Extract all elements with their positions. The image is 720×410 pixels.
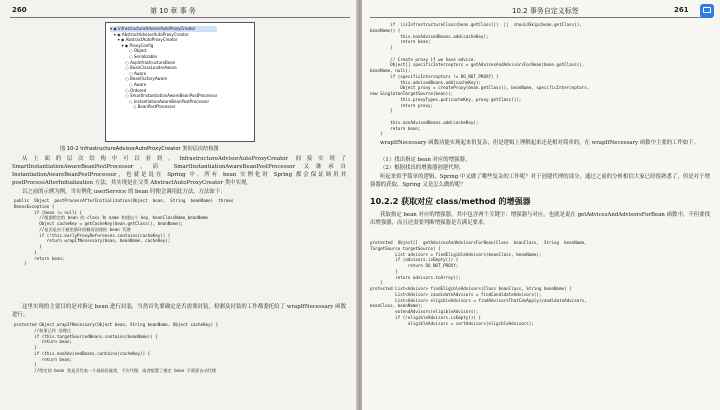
tree-node: ○ SmartInstantiationAwareBeanPostProcessor [110,93,218,99]
tree-node: ○ Aware [110,81,147,87]
tree-node: ○ InstantiationAwareBeanPostProcessor [110,98,210,104]
tree-node: ▾ ◉ ProxyConfig [110,42,154,48]
paragraph-3: 这里实现的主要目的是对指定 bean 进行封装，当然首先要确定是否需要封装，检测及封装的工作都委托给了 wrapIfNecessary 函数进行。 [12,304,346,318]
hierarchy-tree [110,26,217,110]
tree-node: ▾ ◉ AbstractAutoProxyCreator [110,37,178,43]
list-item-1: （1）找出指定 bean 对应的增强器。 [380,157,471,163]
tree-node: ○ AopInfrastructureBean [110,59,176,65]
paragraph-6: 获取指定 bean 对应的增强器，其中包含两个关键字：增强器与对应。也就是说在 getAdvicesAndAdvisorsForBean 函数中，不但要找出增强器，而且还需要判断增强器是否满足要求。 [370,212,710,226]
section-heading: 10.2.2 获取对应 class/method 的增强器 [370,197,531,206]
tree-node: ○ Serializable [110,53,157,59]
tree-node: ▾ ◉ AbstractAdvisorAutoProxyCreator [110,31,189,37]
header-rule [10,17,350,18]
class-hierarchy-figure [105,22,255,142]
tree-node: ○ Aware [110,70,147,76]
left-page [0,0,358,410]
paragraph-4: wrapIfNecessary 函数功能实现起来很复杂，但是逻辑上理解起来还是相对简单的，在 wrapIfNecessary 函数中主要的工作如下。 [380,140,700,146]
page-number-right: 261 [674,6,689,14]
tree-node: ○ Ordered [110,87,147,93]
tree-node: ○ Object [110,48,147,54]
reader-app-icon[interactable] [700,4,714,18]
paragraph-2: 以之前的示例为例，当实例化 userService 的 bean 时便会调用此方法，方法如下： [22,189,226,195]
tree-node: ○ BeanFactoryAware [110,76,168,82]
paragraph-1: 从上面的层次结构中可以看到，InfrastructureAdvisorAutoProxyCreator 间接实现了 SmartInstantiationAwareBeanPostProcessor，而 SmartInstantiationAwareBeanPostProcessor 又继承自 InstantiationAwareBeanPostProcessor，也就是说在 Spring 中，所有 bean 实例化时 Spring 都会保证调用其 postProcessAfterInitialization 方法，其实现是在父类 AbstractAutoProxyCreator 类中实现。 [12,156,346,186]
code-block-2: protected Object wrapIfNecessary(Object bean, String beanName, Object cacheKey) { //如果已经 处理过 if (this.targetSourcedBeans.contains(beanName)) { return bean; } if (this.nonAdvisedBeans.contains(cacheKey)) { return bean; } //给定的 bean 类是否代表一个基础设施类，不应代理，或者配置了指定 bean 不需要自动代理 [14,322,219,373]
figure-caption: 图 10-2 InfrastructureAdvisorAutoProxyCreator 类的层次结构图 [60,146,219,152]
tree-node: ○ BeanClassLoaderAware [110,65,177,71]
code-block-3: if (isInfrastructureClass(bean.getClass()) || shouldSkip(bean.getClass(), beanName)) { this.nonAdvisedBeans.add(cacheKey); return bean; } // Create proxy if we have advice. Object[] specificInterceptors = getAdvicesAndAdvisorsForBean(bean.getClass(), beanName, null); if (specificInterceptors != DO_NOT_PROXY) { this.advisedBeans.add(cacheKey); Object proxy = createProxy(bean.getClass(), beanName, specificInterceptors, new SingletonTargetSource(bean)); this.proxyTypes.put(cacheKey, proxy.getClass()); return proxy; } this.nonAdvisedBeans.add(cacheKey); return bean; } [370,22,590,137]
tree-node: ○ BeanPostProcessor [110,104,176,110]
window-icon [703,7,711,13]
right-page [362,0,720,410]
running-head: 10.2 事务自定义标签 [512,7,579,15]
code-block-1: public Object postProcessAfterInitialization(Object bean, String beanName) throws BeansException { if (bean != null) { //根据给定的 bean 的 class 和 name 构建出个 key，beanClassName_beanName Object cacheKey = getCacheKey(bean.getClass(), beanName); //是否是由于避免循环依赖而创建的 bean 代理 if (!this.earlyProxyReferences.contains(cacheKey)) { return wrapIfNecessary(bean, beanName, cacheKey); } } return bean; } [14,198,234,267]
chapter-heading: 第 10 章 事 务 [150,7,196,15]
code-block-4: protected Object[] getAdvicesAndAdvisorsForBean(Class beanClass, String beanName, TargetSource targetSource) { List advisors = findEligibleAdvisors(beanClass, beanName); if (advisors.isEmpty()) { return DO_NOT_PROXY; } return advisors.toArray(); } protected List<Advisor> findEligibleAdvisors(Class beanClass, String beanName) { List<Advisor> candidateAdvisors = findCandidateAdvisors(); List<Advisor> eligibleAdvisors = findAdvisorsThatCanApply(candidateAdvisors, beanClass, beanName); extendAdvisors(eligibleAdvisors); if (!eligibleAdvisors.isEmpty()) { eligibleAdvisors = sortAdvisors(eligibleAdvisors); [370,240,587,326]
list-item-2: （2）根据找出的增强器创建代理。 [380,165,465,171]
tree-node: ▾ ◉ InfrastructureAdvisorAutoProxyCreator [110,26,217,32]
paragraph-5: 听起来似乎简单的逻辑，Spring 中又做了哪些复杂的工作呢？对于创建代理的部分，通过之前的分析相信大家已经很熟悉了，但是对于增强器的获取，Spring 又是怎么做的呢？ [370,174,710,188]
page-number-left: 260 [12,6,27,14]
header-rule-right [370,17,710,18]
